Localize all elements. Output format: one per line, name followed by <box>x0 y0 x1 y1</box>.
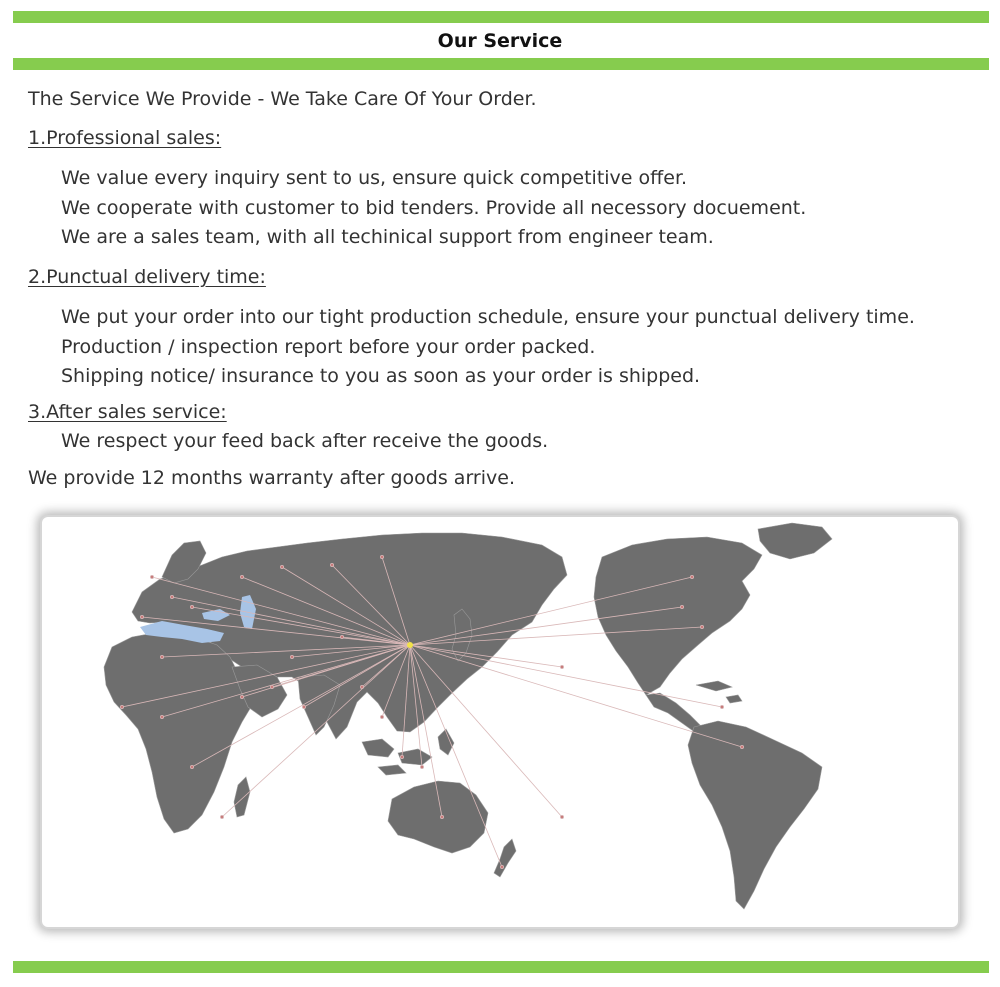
destination-dot <box>280 565 283 568</box>
destination-dot <box>400 755 403 758</box>
destination-dot <box>560 665 563 668</box>
destination-dot <box>120 705 123 708</box>
origin-hub-dot <box>407 642 413 648</box>
destination-dot <box>380 555 383 558</box>
section-line: We respect your feed back after receive the goods. <box>61 430 549 452</box>
central-america-landmass <box>646 693 702 733</box>
origin-hub <box>407 642 413 648</box>
destination-dot <box>160 715 163 718</box>
destination-dot <box>700 625 703 628</box>
destination-dot <box>190 605 193 608</box>
caribbean-islands <box>696 681 742 703</box>
destination-dot <box>330 563 333 566</box>
destination-dot <box>190 765 193 768</box>
south-america-landmass <box>688 721 822 909</box>
section-line: Production / inspection report before your order packed. <box>61 336 596 358</box>
world-map-image <box>42 517 958 927</box>
destination-dot <box>690 575 693 578</box>
destination-dot <box>500 865 503 868</box>
intro-text: The Service We Provide - We Take Care Of Your Order. <box>28 88 537 110</box>
destination-dot <box>720 705 723 708</box>
land-masses <box>104 523 832 909</box>
page-title: Our Service <box>437 30 563 52</box>
destination-dot <box>160 655 163 658</box>
route-line <box>410 645 742 747</box>
destination-dot <box>380 715 383 718</box>
section-line: Shipping notice/ insurance to you as soon as your order is shipped. <box>61 365 701 387</box>
destination-dot <box>340 635 343 638</box>
destination-dot <box>290 655 293 658</box>
africa-landmass <box>104 633 254 833</box>
destination-dot <box>240 695 243 698</box>
top-green-bar <box>13 11 989 23</box>
madagascar-landmass <box>234 777 250 817</box>
section-line: We put your order into our tight production schedule, ensure your punctual delivery time. <box>61 306 915 328</box>
greenland-landmass <box>758 523 832 559</box>
destination-dot <box>560 815 563 818</box>
section-line: We cooperate with customer to bid tenders. Provide all necessory docuement. <box>61 197 807 219</box>
destination-dot <box>150 575 153 578</box>
header-green-bar <box>13 58 989 70</box>
section-heading-professional-sales: 1.Professional sales: <box>28 127 222 149</box>
destination-dot <box>140 615 143 618</box>
destination-dot <box>302 705 305 708</box>
bottom-green-bar <box>13 961 989 973</box>
destination-dot <box>240 575 243 578</box>
new-zealand-landmass <box>494 839 516 877</box>
section-line: We are a sales team, with all techinical support from engineer team. <box>61 226 714 248</box>
section-line: We value every inquiry sent to us, ensure quick competitive offer. <box>61 167 688 189</box>
destination-dot <box>270 685 273 688</box>
destination-dot <box>170 595 173 598</box>
australia-landmass <box>388 781 488 853</box>
closing-text: We provide 12 months warranty after goods arrive. <box>28 467 515 489</box>
destination-dot <box>740 745 743 748</box>
southeast-asia-islands <box>362 729 454 775</box>
destination-dot <box>440 815 443 818</box>
section-heading-punctual-delivery: 2.Punctual delivery time: <box>28 266 266 288</box>
section-heading-after-sales: 3.After sales service: <box>28 401 227 423</box>
destination-dot <box>680 605 683 608</box>
destination-dot <box>220 815 223 818</box>
destination-dot <box>420 765 423 768</box>
world-map-frame <box>42 517 958 927</box>
